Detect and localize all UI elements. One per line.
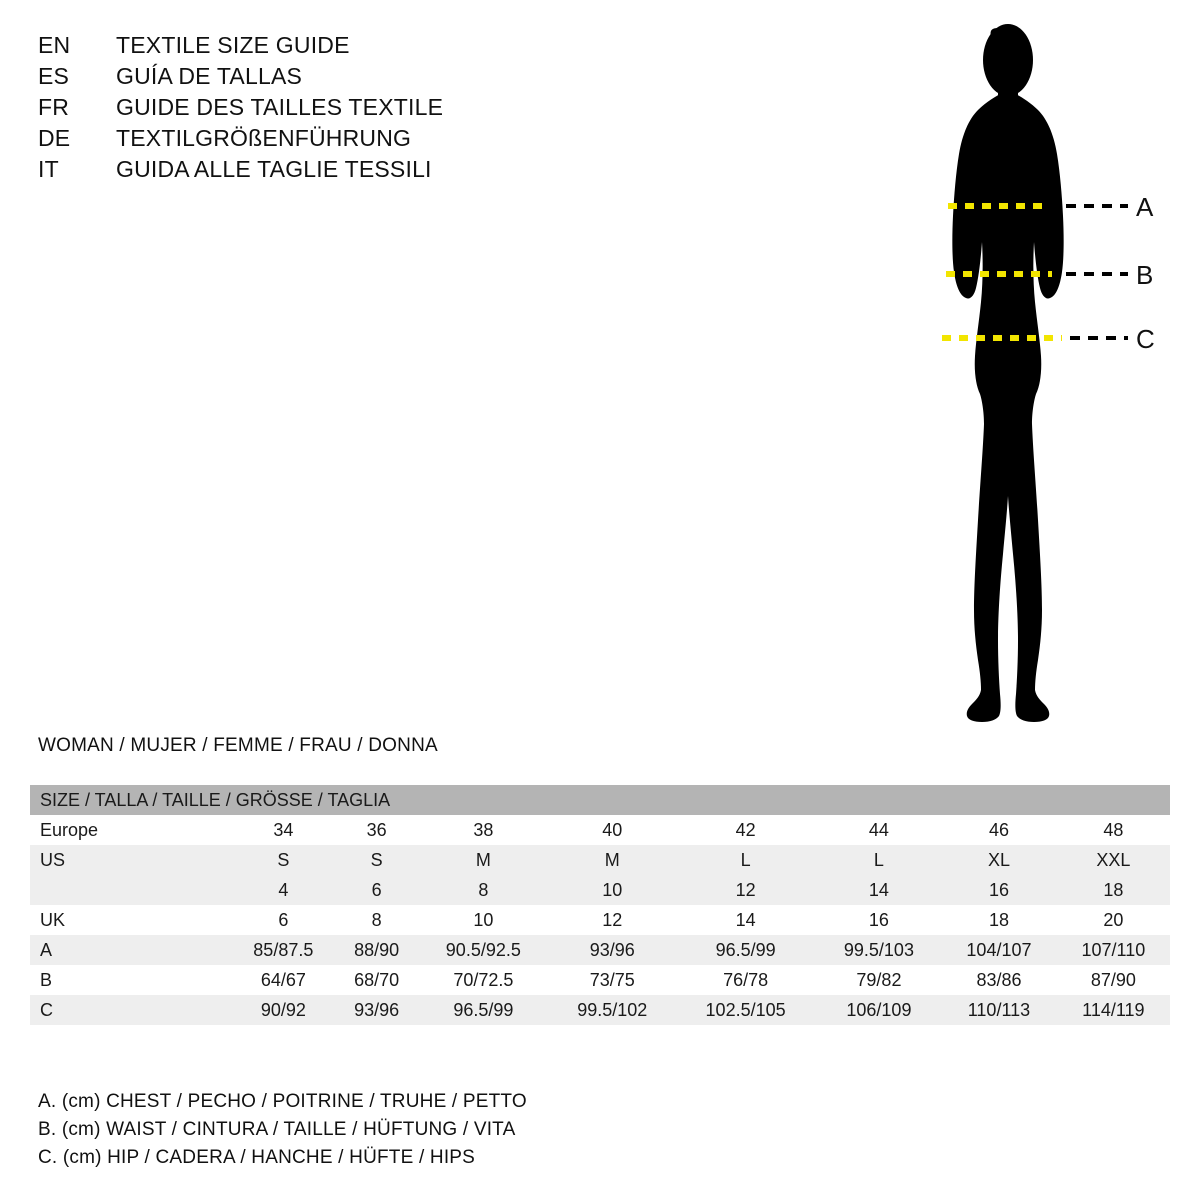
table-row: [30, 995, 1170, 1025]
cell: 6: [371, 879, 382, 900]
cell: 10: [473, 909, 494, 930]
cell: 79/82: [856, 969, 902, 990]
cell: 106/109: [846, 999, 912, 1020]
row-label: [30, 875, 230, 905]
table-row: [30, 965, 1170, 995]
table-row: [30, 905, 1170, 935]
title-row: [38, 123, 558, 154]
cell: XL: [987, 849, 1010, 870]
table-row: [30, 815, 1170, 845]
title-row: [38, 30, 558, 61]
table-header-label: SIZE / TALLA / TAILLE / GRÖSSE / TAGLIA: [40, 789, 391, 810]
cell: 42: [735, 819, 756, 840]
cell: L: [740, 849, 751, 870]
cell: 16: [868, 909, 889, 930]
cell: M: [604, 849, 620, 870]
title-text-de: TEXTILGRÖßENFÜHRUNG: [116, 125, 412, 151]
cell: 110/113: [967, 999, 1031, 1020]
cell: 48: [1103, 819, 1124, 840]
title-text-it: GUIDA ALLE TAGLIE TESSILI: [116, 156, 432, 182]
row-label: UK: [40, 909, 66, 930]
cell: 99.5/102: [577, 999, 648, 1020]
cell: S: [370, 849, 383, 870]
cell: 102.5/105: [705, 999, 786, 1020]
title-block: [38, 30, 558, 185]
cell: 14: [868, 879, 889, 900]
size-table: [30, 785, 1170, 1025]
title-lang-it: IT: [38, 156, 59, 182]
table-row: [30, 875, 1170, 905]
title-lang-es: ES: [38, 63, 70, 89]
cell: 104/107: [966, 939, 1032, 960]
legend-waist: B. (cm) WAIST / CINTURA / TAILLE / HÜFTUNG / VITA: [38, 1119, 516, 1140]
cell: 90/92: [260, 999, 306, 1020]
cell: 99.5/103: [843, 939, 914, 960]
cell: 20: [1103, 909, 1124, 930]
cell: 36: [366, 819, 387, 840]
title-lang-en: EN: [38, 32, 71, 58]
cell: 85/87.5: [253, 939, 314, 960]
section-heading: WOMAN / MUJER / FEMME / FRAU / DONNA: [38, 735, 438, 756]
cell: 96.5/99: [715, 939, 776, 960]
cell: 83/86: [976, 969, 1022, 990]
table-row: [30, 935, 1170, 965]
row-label: C: [40, 999, 53, 1020]
cell: 12: [602, 909, 623, 930]
cell: 114/119: [1082, 999, 1145, 1020]
cell: 12: [735, 879, 756, 900]
title-row: [38, 154, 558, 185]
female-silhouette-icon: [952, 24, 1063, 722]
cell: 34: [273, 819, 294, 840]
legend-hip: C. (cm) HIP / CADERA / HANCHE / HÜFTE / HIPS: [38, 1147, 476, 1168]
row-label: US: [40, 849, 66, 870]
cell: 107/110: [1081, 939, 1146, 960]
cell: 64/67: [260, 969, 306, 990]
cell: 93/96: [589, 939, 635, 960]
cell: 8: [371, 909, 382, 930]
row-label: B: [40, 969, 53, 990]
hip-label: C: [1136, 324, 1155, 354]
cell: 76/78: [723, 969, 769, 990]
cell: 46: [988, 819, 1009, 840]
row-label: Europe: [40, 819, 99, 840]
cell: 68/70: [354, 969, 400, 990]
cell: M: [475, 849, 491, 870]
title-lang-fr: FR: [38, 94, 70, 120]
table-header-row: [30, 785, 1170, 815]
cell: 18: [988, 909, 1009, 930]
title-row: [38, 61, 558, 92]
cell: 40: [602, 819, 623, 840]
measurement-figure: [870, 20, 1180, 740]
title-text-en: TEXTILE SIZE GUIDE: [116, 32, 350, 58]
cell: L: [873, 849, 884, 870]
cell: 73/75: [589, 969, 635, 990]
cell: 4: [278, 879, 289, 900]
row-label: A: [40, 939, 53, 960]
cell: 8: [478, 879, 489, 900]
legend: [38, 1088, 527, 1172]
cell: 87/90: [1090, 969, 1136, 990]
title-row: [38, 92, 558, 123]
cell: 16: [988, 879, 1009, 900]
cell: 96.5/99: [453, 999, 514, 1020]
cell: 70/72.5: [453, 969, 514, 990]
cell: 90.5/92.5: [445, 939, 521, 960]
cell: 14: [735, 909, 756, 930]
table-row: [30, 845, 1170, 875]
cell: XXL: [1096, 849, 1131, 870]
title-lang-de: DE: [38, 125, 71, 151]
waist-label: B: [1136, 260, 1154, 290]
title-text-fr: GUIDE DES TAILLES TEXTILE: [116, 94, 444, 120]
cell: 44: [868, 819, 889, 840]
cell: S: [277, 849, 290, 870]
cell: 6: [278, 909, 289, 930]
cell: 18: [1103, 879, 1124, 900]
cell: 88/90: [354, 939, 400, 960]
cell: 93/96: [354, 999, 400, 1020]
chest-label: A: [1136, 192, 1154, 222]
legend-chest: A. (cm) CHEST / PECHO / POITRINE / TRUHE / PETTO: [38, 1091, 527, 1112]
cell: 38: [473, 819, 494, 840]
title-text-es: GUÍA DE TALLAS: [116, 63, 303, 89]
cell: 10: [602, 879, 623, 900]
